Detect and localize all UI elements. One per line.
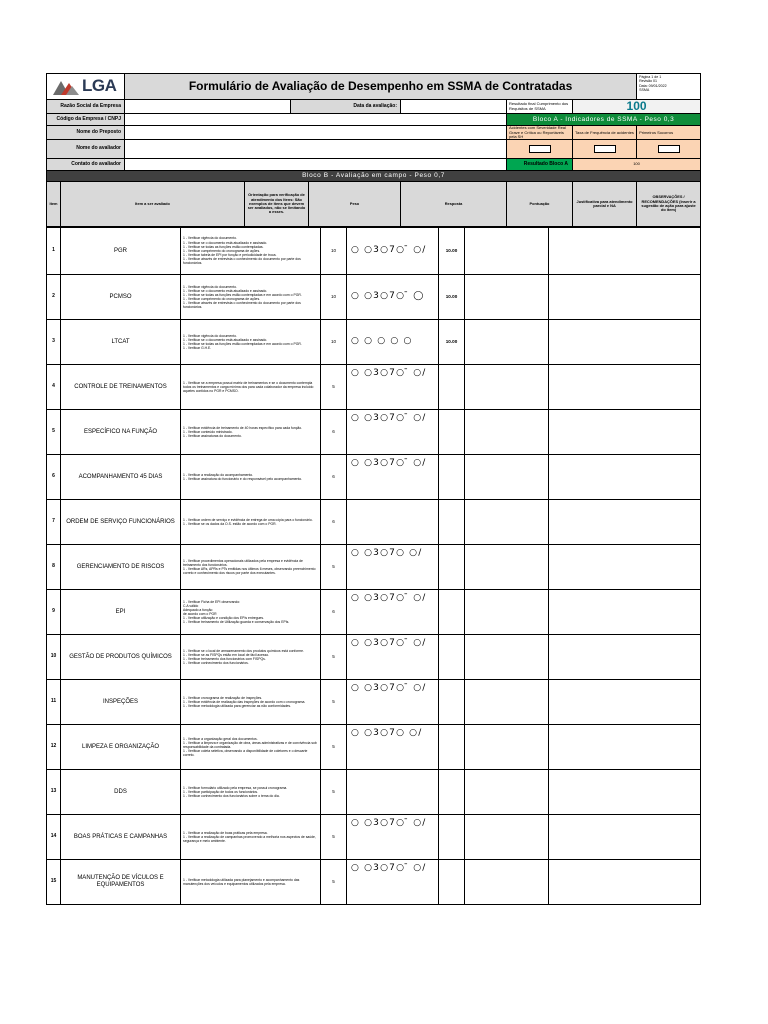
razao-social-label: Razão Social da Empresa xyxy=(47,100,125,114)
item-resposta-radio-group[interactable] xyxy=(347,769,439,814)
item-justificativa-field[interactable] xyxy=(465,769,549,814)
indicator-primeiros-socorros-input[interactable] xyxy=(658,145,680,153)
col-orientacao: Orientação para verificação de atendimento dos Itens: São exemplos de itens que devem ser avaliados, não se limitando a esses. xyxy=(245,181,309,226)
items-table xyxy=(46,227,701,905)
bloco-b-title: Bloco B - Avaliação em campo - Peso 0,7 xyxy=(47,170,701,181)
item-peso: 5 xyxy=(321,724,347,769)
item-resposta-radio-group[interactable] xyxy=(347,499,439,544)
item-resposta-radio-group[interactable]: ○ ○3○7○ ̄ ○/ xyxy=(347,589,439,634)
item-resposta-radio-group[interactable]: ○ ○3○7○ ○/ xyxy=(347,724,439,769)
item-name: BOAS PRÁTICAS E CAMPANHAS xyxy=(61,814,181,859)
item-name: INSPEÇÕES xyxy=(61,679,181,724)
item-resposta-radio-group[interactable]: ○ ○3○7○ ̄ ○/ xyxy=(347,454,439,499)
col-resposta: Resposta xyxy=(401,181,507,226)
avaliador-label: Nome do avaliador xyxy=(47,140,125,159)
item-justificativa-field[interactable] xyxy=(465,409,549,454)
item-name: CONTROLE DE TREINAMENTOS xyxy=(61,364,181,409)
item-justificativa-field[interactable] xyxy=(465,274,549,319)
item-number: 4 xyxy=(47,364,61,409)
item-observacoes-field[interactable] xyxy=(549,364,701,409)
item-justificativa-field[interactable] xyxy=(465,454,549,499)
item-observacoes-field[interactable] xyxy=(549,724,701,769)
item-number: 13 xyxy=(47,769,61,814)
item-resposta-radio-group[interactable]: ○ ○3○7○ ̄ ○/ xyxy=(347,364,439,409)
item-number: 12 xyxy=(47,724,61,769)
item-peso: 5 xyxy=(321,769,347,814)
item-orientation: 1 - Verificar se a empresa possui matriz de treinamentos e se o documento contempla todos os treinamentos e carga mínima dos para cada colaborador da empresa incluído aqueles contidos no PGR e PCMSO. xyxy=(181,364,321,409)
resultado-bloco-a-value: 100 xyxy=(573,158,701,170)
item-orientation: 1 - Verificar a realização do acompanhamento. 1 - Verificar assinatura do funcionário e do responsável pelo acompanhamento. xyxy=(181,454,321,499)
item-pontuacao: 10.00 xyxy=(439,227,465,274)
item-number: 9 xyxy=(47,589,61,634)
item-resposta-radio-group[interactable]: ○ ○3○7○ ̄ ○/ xyxy=(347,859,439,904)
item-peso: 5 xyxy=(321,544,347,589)
item-peso: 6 xyxy=(321,499,347,544)
item-number: 14 xyxy=(47,814,61,859)
item-number: 5 xyxy=(47,409,61,454)
table-row xyxy=(47,724,701,769)
meta-line: Página 1 de 1 xyxy=(639,75,662,79)
item-resposta-radio-group[interactable]: ○ ○3○7○ ̄ ○/ xyxy=(347,679,439,724)
item-number: 7 xyxy=(47,499,61,544)
col-item-avaliado: Item a ser avaliado xyxy=(61,181,245,226)
item-observacoes-field[interactable] xyxy=(549,499,701,544)
item-resposta-radio-group[interactable]: ○ ○3○7○ ̄ ○/ xyxy=(347,409,439,454)
item-peso: 10 xyxy=(321,274,347,319)
item-pontuacao: 10.00 xyxy=(439,274,465,319)
logo-mountain-icon xyxy=(53,79,79,95)
item-resposta-radio-group[interactable]: ○ ○3○7○ ̄ ○/ xyxy=(347,814,439,859)
item-peso: 5 xyxy=(321,634,347,679)
item-peso: 6 xyxy=(321,589,347,634)
bloco-a-title: Bloco A - Indicadores de SSMA - Peso 0,3 xyxy=(507,114,701,126)
item-pontuacao xyxy=(439,409,465,454)
item-peso: 10 xyxy=(321,227,347,274)
item-orientation: 1 - Verificar vigência do documento. 1 - Verificar se o documento está atualizado e assinado. 1 - Verificar se todas as funções estão contempladas e em acordo com o PGR. 1 - Verificar G.H.E. xyxy=(181,319,321,364)
item-name: PCMSO xyxy=(61,274,181,319)
item-peso: 10 xyxy=(321,319,347,364)
table-row xyxy=(47,859,701,904)
col-item: Item xyxy=(47,181,61,226)
item-peso: 5 xyxy=(321,814,347,859)
item-justificativa-field[interactable] xyxy=(465,634,549,679)
resultado-final-label: Resultado final Cumprimento dos Requisitos de SSMA xyxy=(507,100,573,114)
item-number: 15 xyxy=(47,859,61,904)
data-avaliacao-field[interactable] xyxy=(401,100,507,114)
item-orientation: 1 - Verificar Ficha de EPI observando: C.A válido Adequado a função de acordo com o PGR 1 - Verificar utilização e condição dos EPIs entregues. 1 - Verificar treinamento de Utilização guarda e conservação dos EPIs. xyxy=(181,589,321,634)
item-peso: 5 xyxy=(321,859,347,904)
item-observacoes-field[interactable] xyxy=(549,544,701,589)
item-observacoes-field[interactable] xyxy=(549,274,701,319)
col-peso: Peso xyxy=(309,181,401,226)
item-pontuacao xyxy=(439,679,465,724)
item-number: 1 xyxy=(47,227,61,274)
col-observacoes: OBSERVAÇÕES / RECOMENDAÇÕES (Inserir a sugestão de ação para ajuste do item) xyxy=(637,181,701,226)
item-name: MANUTENÇÃO DE VÍCULOS E EQUIPAMENTOS xyxy=(61,859,181,904)
col-pontuacao: Pontuação xyxy=(507,181,573,226)
item-orientation: 1 - Verificar formulário utilizado pela empresa, se possui cronograma. 1 - Verificar participação de todos os funcionários. 1 - Verificar conhecimento dos funcionários sobre o tema do dia. xyxy=(181,769,321,814)
item-pontuacao xyxy=(439,859,465,904)
item-justificativa-field[interactable] xyxy=(465,499,549,544)
item-pontuacao: 10.00 xyxy=(439,319,465,364)
item-orientation: 1 - Verificar se o local de armazenamento dos produtos químicos está conforme. 1 - Verificar se as FISPQs estão em local de fácil acesso. 1 - Verificar treinamento dos funcionários com FISPQs. 1 - Verificar conhecimento dos funcionários. xyxy=(181,634,321,679)
item-name: ESPECÍFICO NA FUNÇÃO xyxy=(61,409,181,454)
item-justificativa-field[interactable] xyxy=(465,544,549,589)
preposto-label: Nome do Preposto xyxy=(47,126,125,140)
codigo-field[interactable] xyxy=(125,114,507,126)
item-pontuacao xyxy=(439,454,465,499)
table-row xyxy=(47,589,701,634)
table-row xyxy=(47,409,701,454)
razao-social-field[interactable] xyxy=(125,100,291,114)
item-resposta-radio-group[interactable]: ○ ○3○7○ ○/ xyxy=(347,544,439,589)
item-peso: 6 xyxy=(321,454,347,499)
item-pontuacao xyxy=(439,544,465,589)
item-orientation: 1 - Verificar cronograma de realização de inspeções. 1 - Verificar evidência de realização das inspeções de acordo com o cronograma. 1 - Verificar metodologia utilizada para gerenciar as não conformidades. xyxy=(181,679,321,724)
item-number: 2 xyxy=(47,274,61,319)
item-name: PGR xyxy=(61,227,181,274)
item-observacoes-field[interactable] xyxy=(549,589,701,634)
logo xyxy=(47,74,125,100)
logo-text: LGA xyxy=(82,76,117,96)
meta-line: Revisão 01 xyxy=(639,79,658,84)
item-name: ACOMPANHAMENTO 45 DIAS xyxy=(61,454,181,499)
table-row xyxy=(47,679,701,724)
item-justificativa-field[interactable] xyxy=(465,227,549,274)
item-number: 6 xyxy=(47,454,61,499)
table-row xyxy=(47,634,701,679)
item-orientation: 1 - Verificar vigência do documento. 1 - Verificar se o documento está atualizado e assinado. 1 - Verificar se todas as funções estão contempladas e em acordo com o PGR. 1 - Verificar cumprimento do cronograma de ações. 1 - Verificar através de entrevista o conhecimento do documento por parte dos funcionários. xyxy=(181,274,321,319)
item-justificativa-field[interactable] xyxy=(465,589,549,634)
item-pontuacao xyxy=(439,364,465,409)
indicator-frequencia-label: Taxa de Frequência de acidentes xyxy=(573,126,637,140)
item-orientation: 1 - Verificar procedimentos operacionais utilizados pela empresa e evidência de treinamento dos funcionários. 1 - Verificar ARs, APRs e PTs emitidas nos últimos 6 meses, observando preenchimento correto e conhecimento dos riscos por parte dos executantes. xyxy=(181,544,321,589)
item-resposta-radio-group[interactable]: ○ ○ ○ ○ ○ xyxy=(347,319,439,364)
indicator-primeiros-socorros-label: Primeiros Socorros xyxy=(637,126,701,140)
item-observacoes-field[interactable] xyxy=(549,319,701,364)
item-resposta-radio-group[interactable]: ○ ○3○7○ ̄ ○/ xyxy=(347,227,439,274)
item-orientation: 1 - Verificar a realização de boas práticas pela empresa. 1 - Verificar a realização de campanhas promovendo a melhoria nos aspectos de saúde, segurança e meio ambiente. xyxy=(181,814,321,859)
table-row xyxy=(47,274,701,319)
table-row xyxy=(47,227,701,274)
item-pontuacao xyxy=(439,499,465,544)
item-name: GESTÃO DE PRODUTOS QUÍMICOS xyxy=(61,634,181,679)
item-justificativa-field[interactable] xyxy=(465,859,549,904)
avaliador-field[interactable] xyxy=(125,140,507,159)
item-pontuacao xyxy=(439,589,465,634)
item-orientation: 1 - Verificar vigência do documento. 1 - Verificar se o documento está atualizado e assinado. 1 - Verificar se todas as funções estão contempladas. 1 - Verificar cumprimento do cronograma de ações. 1 - Verificar tabela de EPI por função e periodicidade de troca. 1 - Verificar através de entrevista o conhecimento do documento por parte dos funcionários. xyxy=(181,227,321,274)
indicator-severidade-input[interactable] xyxy=(529,145,551,153)
item-name: GERENCIAMENTO DE RISCOS xyxy=(61,544,181,589)
item-orientation: 1 - Verificar ordem de serviço e evidência de entrega de uma cópia para o funcionário. 1 - Verificar se os dados da O.S. estão de acordo com o PGR. xyxy=(181,499,321,544)
item-name: ORDEM DE SERVIÇO FUNCIONÁRIOS xyxy=(61,499,181,544)
item-orientation: 1 - Verificar evidência de treinamento de 40 horas específico para cada função. 1 - Verificar conteúdo ministrado. 1 - Verificar assinaturas do documento. xyxy=(181,409,321,454)
item-observacoes-field[interactable] xyxy=(549,814,701,859)
item-observacoes-field[interactable] xyxy=(549,227,701,274)
item-pontuacao xyxy=(439,769,465,814)
meta-line: SSMA xyxy=(639,88,650,93)
evaluation-form xyxy=(46,73,700,905)
item-pontuacao xyxy=(439,814,465,859)
item-justificativa-field[interactable] xyxy=(465,814,549,859)
item-pontuacao xyxy=(439,724,465,769)
resultado-final-value: 100 xyxy=(573,100,701,114)
item-observacoes-field[interactable] xyxy=(549,769,701,814)
document-meta xyxy=(637,74,701,100)
item-number: 11 xyxy=(47,679,61,724)
item-resposta-radio-group[interactable]: ○ ○3○7○ ̄ ◯ xyxy=(347,274,439,319)
table-row xyxy=(47,364,701,409)
table-row xyxy=(47,769,701,814)
item-justificativa-field[interactable] xyxy=(465,364,549,409)
item-name: LTCAT xyxy=(61,319,181,364)
contato-field[interactable] xyxy=(125,158,507,170)
indicator-frequencia-input[interactable] xyxy=(594,145,616,153)
item-pontuacao xyxy=(439,634,465,679)
col-justificativa: Justificativa para atendimento parcial e NA xyxy=(573,181,637,226)
preposto-field[interactable] xyxy=(125,126,507,140)
item-resposta-radio-group[interactable]: ○ ○3○7○ ̄ ○/ xyxy=(347,634,439,679)
table-row xyxy=(47,319,701,364)
item-name: LIMPEZA E ORGANIZAÇÃO xyxy=(61,724,181,769)
item-number: 10 xyxy=(47,634,61,679)
item-number: 8 xyxy=(47,544,61,589)
table-row xyxy=(47,814,701,859)
item-peso: 5 xyxy=(321,364,347,409)
contato-label: Contato do avaliador xyxy=(47,158,125,170)
item-justificativa-field[interactable] xyxy=(465,724,549,769)
resultado-bloco-a-label: Resultado Bloco A xyxy=(507,158,573,170)
item-peso: 5 xyxy=(321,679,347,724)
item-orientation: 1 - Verificar a organização geral dos documentos. 1 - Verificar a limpeza e organização de obra, áreas administrativas e de convivência sob responsabilidade da contratada. 1 - Verificar coleta seletiva, observando a disponibilidade de coletores e o descarte correto. xyxy=(181,724,321,769)
item-observacoes-field[interactable] xyxy=(549,679,701,724)
item-justificativa-field[interactable] xyxy=(465,319,549,364)
table-row xyxy=(47,499,701,544)
item-justificativa-field[interactable] xyxy=(465,679,549,724)
table-row xyxy=(47,544,701,589)
form-title: Formulário de Avaliação de Desempenho em SSMA de Contratadas xyxy=(125,74,637,100)
item-observacoes-field[interactable] xyxy=(549,859,701,904)
codigo-label: Código da Empresa / CNPJ xyxy=(47,114,125,126)
item-peso: 6 xyxy=(321,409,347,454)
item-number: 3 xyxy=(47,319,61,364)
item-name: DDS xyxy=(61,769,181,814)
table-row xyxy=(47,454,701,499)
item-name: EPI xyxy=(61,589,181,634)
item-observacoes-field[interactable] xyxy=(549,409,701,454)
item-observacoes-field[interactable] xyxy=(549,634,701,679)
indicator-severidade-label: Acidentes com Severidade Real Grave e Crítica ou Reportáveis pela SH xyxy=(507,126,573,140)
data-avaliacao-label: Data da avaliação: xyxy=(291,100,401,114)
item-observacoes-field[interactable] xyxy=(549,454,701,499)
header-table xyxy=(46,73,701,227)
meta-line: Data: 09/01/2022 xyxy=(639,83,667,88)
item-orientation: 1 - Verificar metodologia utilizada para planejamento e acompanhamento das manutenções dos veículos e equipamentos utilizados pela empresa. xyxy=(181,859,321,904)
